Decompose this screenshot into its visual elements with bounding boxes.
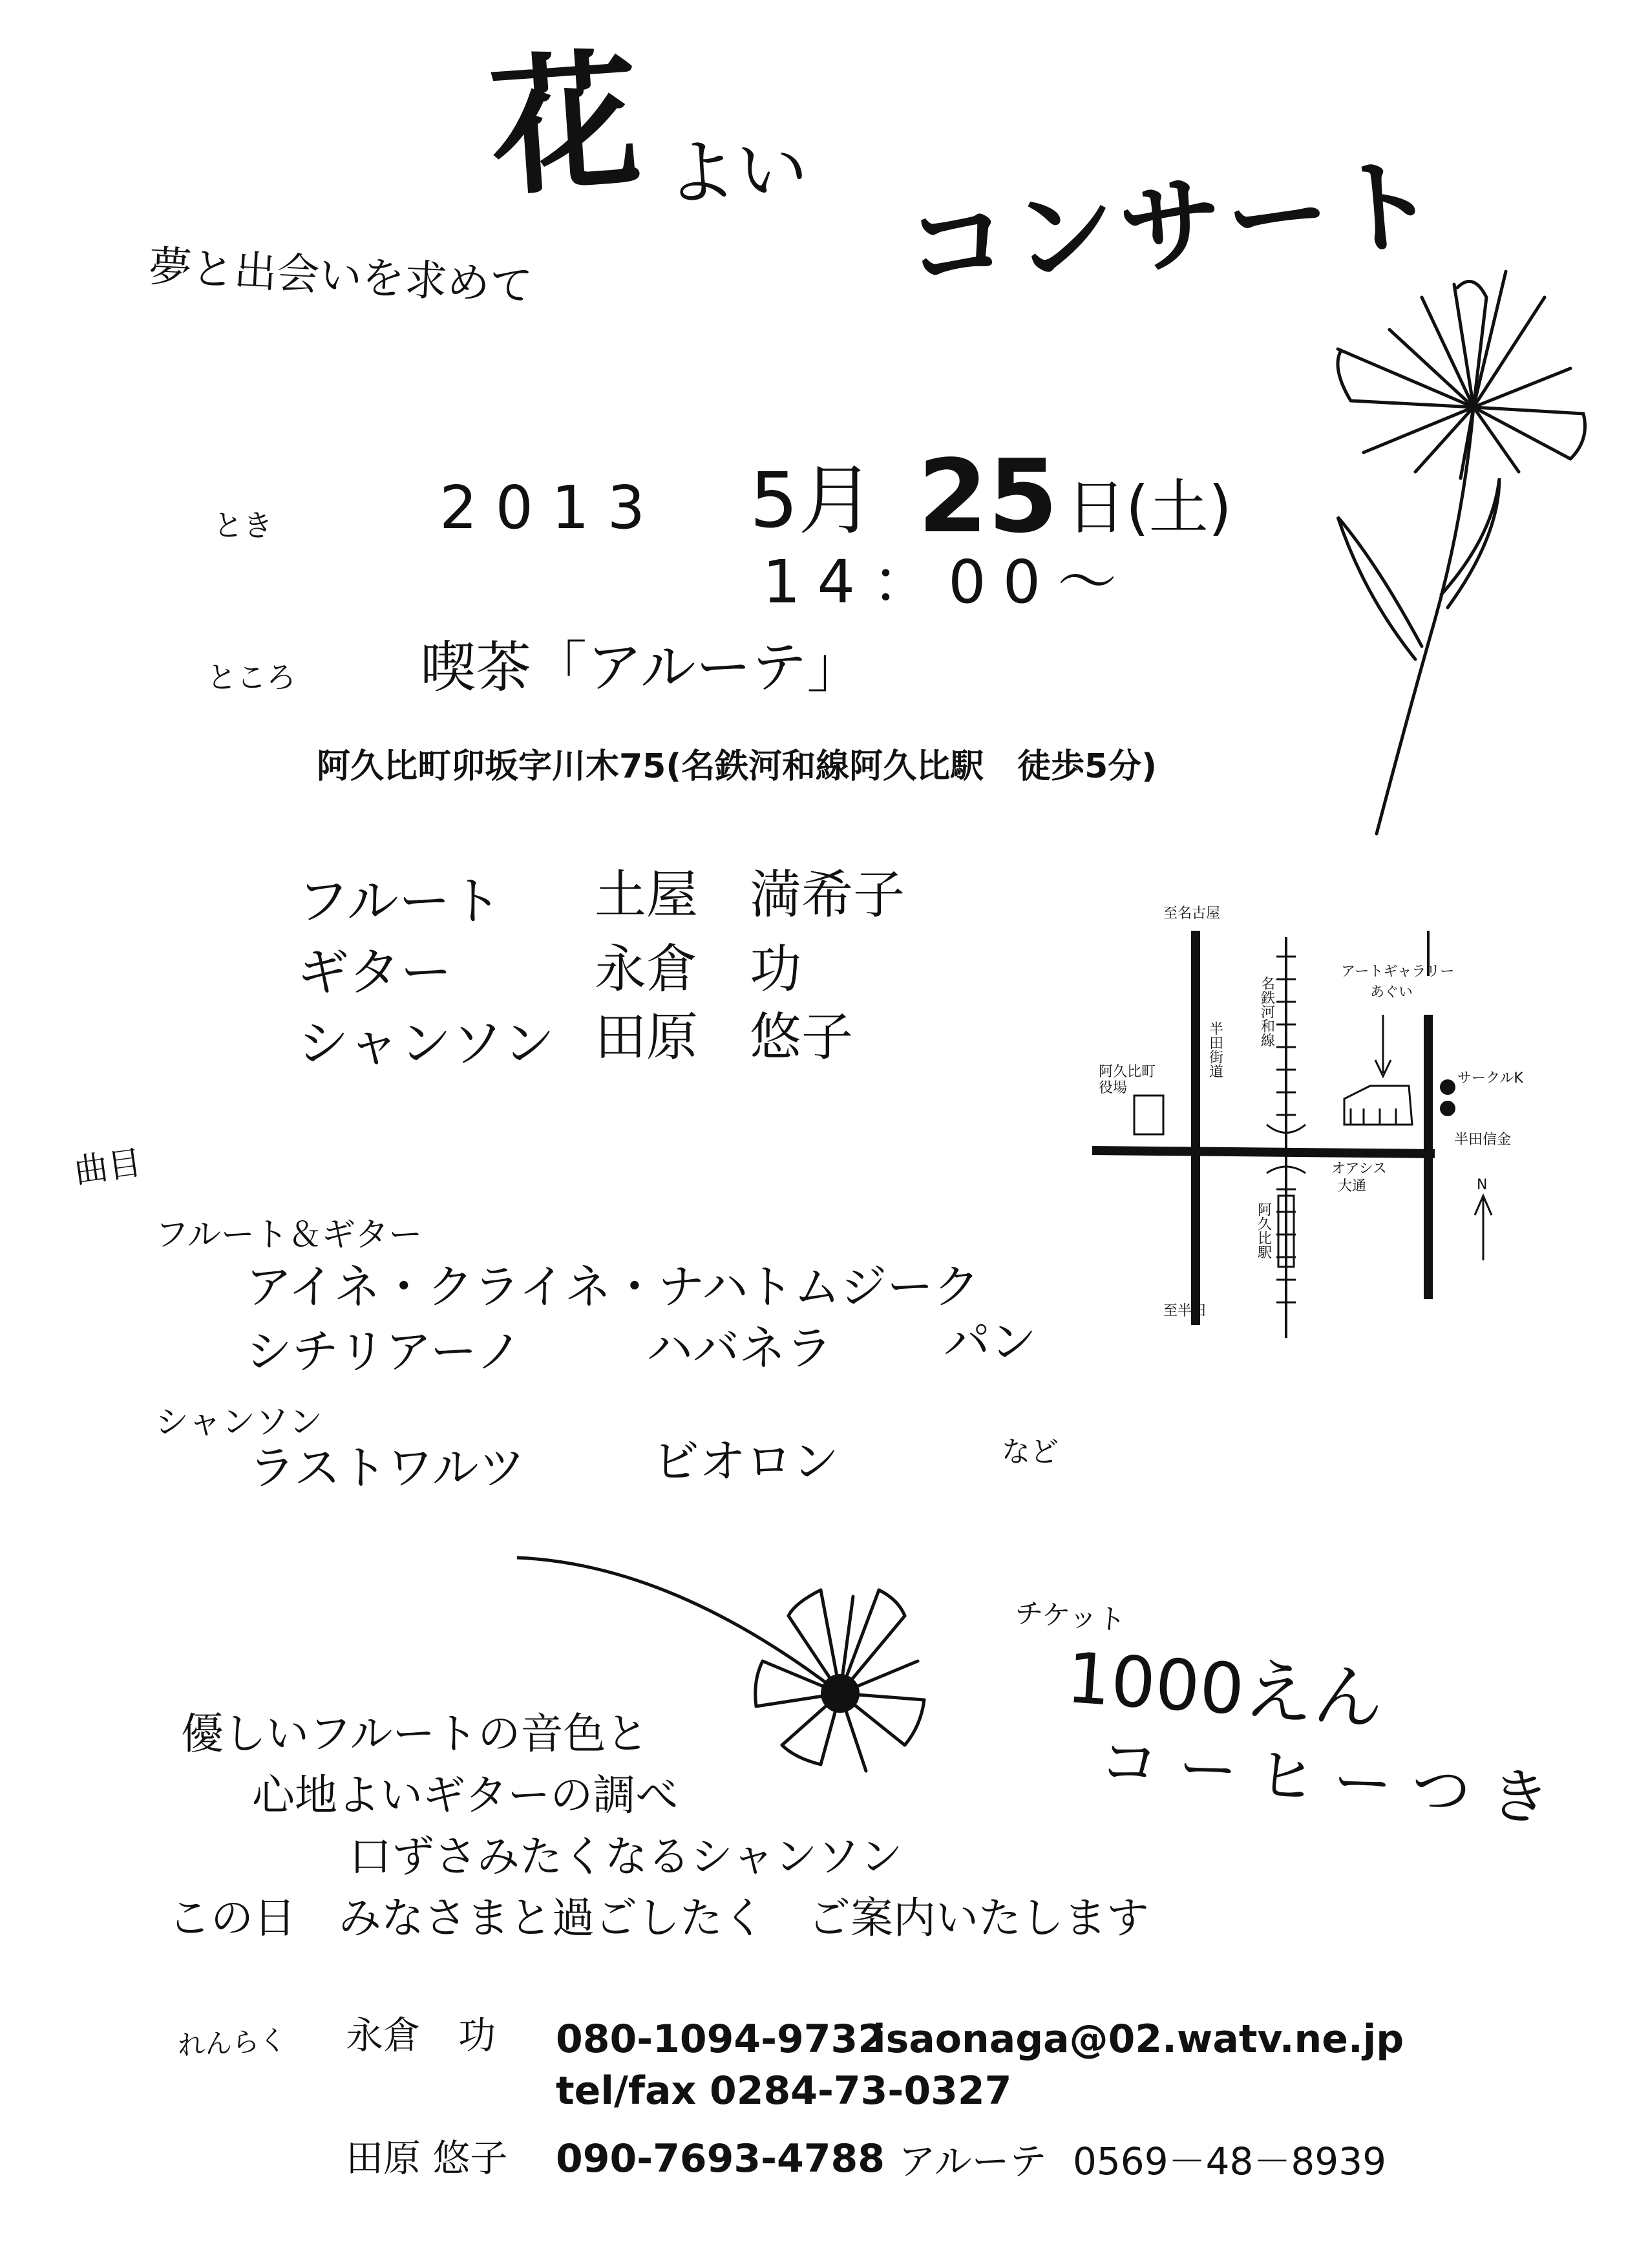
program-label: 曲目 [72, 1143, 144, 1191]
message-line: 優しいフルートの音色と [181, 1709, 649, 1759]
performer-role-chanson: シャンソン [297, 1013, 555, 1074]
program-piece: ハバネラ [646, 1321, 833, 1375]
access-map [1092, 885, 1558, 1338]
contact-person1-telfax: tel/fax 0284-73-0327 [556, 2068, 1012, 2114]
program-piece: パン [944, 1315, 1037, 1369]
program-etc: など [1002, 1436, 1059, 1468]
contact-label: れんらく [176, 2024, 288, 2062]
contact-person1-mobile: 080-1094-9732 [556, 2017, 885, 2062]
performer-role-guitar: ギター [297, 942, 452, 1002]
title-main: コンサート [900, 142, 1446, 310]
map-label-oasis-2: 大通 [1338, 1178, 1367, 1194]
date-weekday: 日(土) [1066, 473, 1232, 542]
message-line: この日 みなさまと過ごしたく ご案内いたします [168, 1893, 1149, 1943]
map-label-oasis: オアシス [1331, 1161, 1387, 1177]
message-line: 心地よいギターの調べ [252, 1770, 679, 1820]
map-label-meitetsu: 名鉄河和線 [1258, 976, 1275, 1047]
ticket-note: コーヒーつき [1096, 1726, 1572, 1836]
when-label: とき [213, 508, 273, 543]
map-label-to-handa: 至半田 [1163, 1303, 1207, 1319]
message-line: 口ずさみたくなるシャンソン [349, 1832, 903, 1881]
program-piece: ラストワルツ [249, 1441, 525, 1495]
where-label: ところ [207, 660, 296, 695]
subtitle: 夢と出会いを求めて [147, 241, 534, 312]
performer-name-chanson: 田原 悠子 [595, 1007, 853, 1067]
map-label-town-office-2: 役場 [1099, 1080, 1128, 1096]
contact-person2-mobile: 090-7693-4788 [556, 2136, 885, 2181]
ticket-label: チケット [1013, 1596, 1127, 1637]
ticket-price: 1000えん [1064, 1638, 1386, 1741]
date-year: 2013 [439, 473, 664, 542]
map-label-circle-k: サークルK [1457, 1070, 1523, 1086]
program-section-heading-flute-guitar: フルート＆ギター [155, 1216, 423, 1255]
map-label-town-office: 阿久比町 [1099, 1064, 1156, 1080]
performer-role-flute: フルート [297, 871, 502, 931]
program-piece: アイネ・クライネ・ナハトムジーク [246, 1260, 980, 1314]
contact-person1-email: isaonaga@02.watv.ne.jp [872, 2017, 1404, 2062]
program-piece: ビオロン [653, 1434, 840, 1489]
contact-venue-phone: 0569－48－8939 [1073, 2139, 1387, 2183]
map-label-north: N [1477, 1177, 1488, 1193]
map-label-gallery: アートギャラリー [1341, 964, 1455, 980]
map-label-handa-bank: 半田信金 [1454, 1132, 1512, 1148]
program-piece: シチリアーノ [246, 1324, 523, 1379]
date-day: 25 [918, 438, 1059, 555]
contact-person1-name: 永倉 功 [346, 2013, 496, 2057]
program-section-heading-chanson: シャンソン [155, 1403, 322, 1442]
performer-name-flute: 土屋 満希子 [595, 865, 905, 925]
venue-address: 阿久比町卯坂字川木75(名鉄河和線阿久比駅 徒歩5分) [317, 747, 1157, 786]
contact-person2-name: 田原 悠子 [346, 2136, 508, 2180]
map-label-gallery-2: あぐい [1370, 984, 1413, 1001]
map-label-station: 阿久比駅 [1255, 1202, 1272, 1259]
title-kanji: 花 [485, 34, 646, 217]
date-month: 5月 [750, 456, 875, 545]
flower-drawing-large [1325, 259, 1596, 840]
start-time: 14：00～ [763, 547, 1134, 617]
performer-name-guitar: 永倉 功 [595, 939, 801, 999]
venue-name: 喫茶「アルーテ」 [420, 635, 863, 700]
title-small: よい [664, 127, 810, 215]
map-label-to-nagoya: 至名古屋 [1163, 906, 1221, 922]
map-label-handa-road: 半田街道 [1207, 1021, 1223, 1078]
contact-venue-name: アルーテ [898, 2139, 1047, 2183]
